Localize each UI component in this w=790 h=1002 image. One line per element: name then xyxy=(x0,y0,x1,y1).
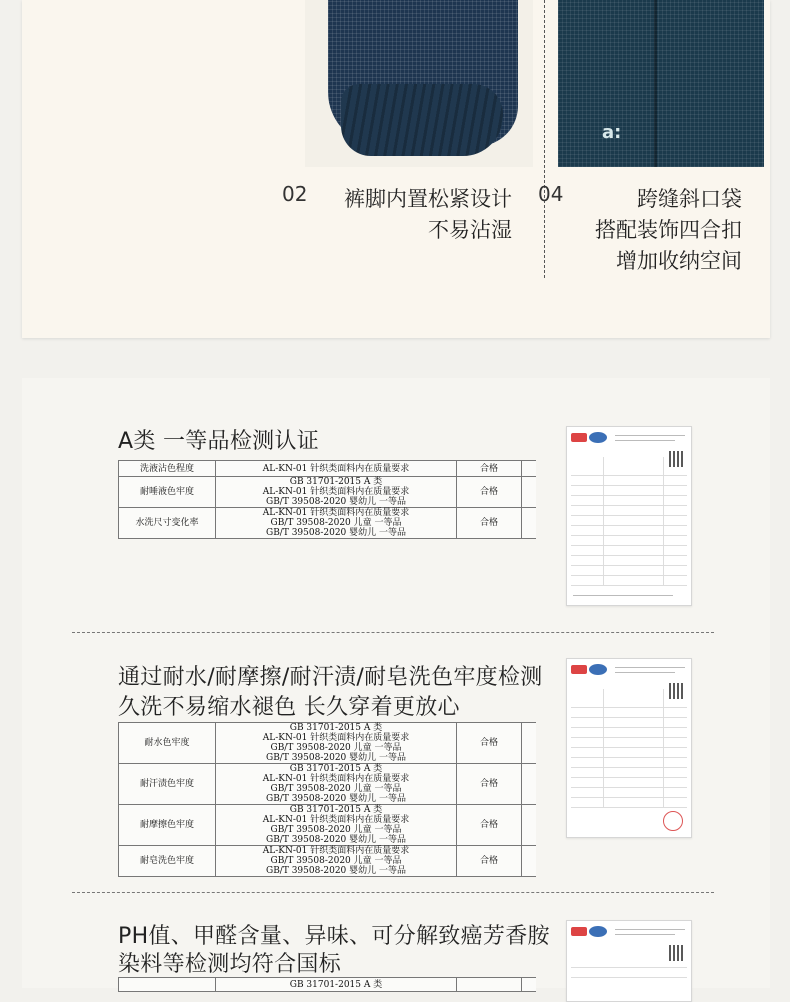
test-result: 合格 xyxy=(457,846,522,877)
test-item: 水洗尺寸变化率 xyxy=(119,508,216,539)
table-gap xyxy=(522,846,537,877)
pocket-seam xyxy=(654,0,657,167)
cma-logo-icon xyxy=(571,665,587,674)
table-row xyxy=(119,805,537,846)
qr-code-icon xyxy=(669,683,685,699)
testing-section xyxy=(22,378,770,988)
report-header xyxy=(571,431,687,447)
pocket-photo xyxy=(558,0,764,167)
section-headline: 久洗不易缩水褪色 长久穿着更放心 xyxy=(118,695,460,720)
report-header xyxy=(571,663,687,679)
table-gap xyxy=(522,805,537,846)
feature-number: 04 xyxy=(538,182,564,206)
section-headline: 通过耐水/耐摩擦/耐汗渍/耐皂洗色牢度检测 xyxy=(118,665,543,690)
section-headline: A类 一等品检测认证 xyxy=(118,429,320,454)
feature-card xyxy=(22,0,770,338)
table-row xyxy=(119,461,537,477)
test-item: 耐水色牢度 xyxy=(119,723,216,764)
report-header xyxy=(571,925,687,941)
test-result: 合格 xyxy=(457,723,522,764)
cma-logo-icon xyxy=(571,927,587,936)
feature-number: 02 xyxy=(282,182,308,206)
table-row xyxy=(119,477,537,508)
feature-text: 裤脚内置松紧设计 xyxy=(344,187,512,211)
table-gap xyxy=(522,461,537,477)
table-row xyxy=(119,508,537,539)
test-result: 合格 xyxy=(457,764,522,805)
test-report-image xyxy=(566,426,692,606)
test-item: 耐摩擦色牢度 xyxy=(119,805,216,846)
test-report-image xyxy=(566,920,692,1002)
dashed-separator xyxy=(72,892,714,893)
table-row xyxy=(119,723,537,764)
section-headline: PH值、甲醛含量、异味、可分解致癌芳香胺 xyxy=(118,924,550,949)
test-report-image xyxy=(566,658,692,838)
table-gap xyxy=(522,764,537,805)
feature-text: 搭配装饰四合扣 xyxy=(595,218,742,242)
test-standard: AL-KN-01 针织类面料内在质量要求 GB/T 39508-2020 儿童 一等品 GB/T 39508-2020 婴幼儿 一等品 xyxy=(216,508,457,539)
ilac-logo-icon xyxy=(589,432,607,443)
cma-logo-icon xyxy=(571,433,587,442)
elastic-cuff xyxy=(341,84,503,156)
section-headline: 染料等检测均符合国标 xyxy=(118,952,342,977)
test-item: 耐皂洗色牢度 xyxy=(119,846,216,877)
test-result xyxy=(457,978,522,992)
ilac-logo-icon xyxy=(589,664,607,675)
test-standard: AL-KN-01 针织类面料内在质量要求 GB/T 39508-2020 儿童 一等品 GB/T 39508-2020 婴幼儿 一等品 xyxy=(216,846,457,877)
test-standard: AL-KN-01 针织类面料内在质量要求 xyxy=(216,461,457,477)
seal-stamp-icon xyxy=(663,811,683,831)
dashed-separator xyxy=(72,632,714,633)
table-row xyxy=(119,978,537,992)
test-standard: GB 31701-2015 A 类 AL-KN-01 针织类面料内在质量要求 GB/T 39508-2020 儿童 一等品 GB/T 39508-2020 婴幼儿 一等品 xyxy=(216,805,457,846)
pants-cuff-photo xyxy=(305,0,533,167)
test-item: 耐唾液色牢度 xyxy=(119,477,216,508)
test-table xyxy=(118,460,536,539)
ilac-logo-icon xyxy=(589,926,607,937)
table-gap xyxy=(522,477,537,508)
table-row xyxy=(119,764,537,805)
test-standard: GB 31701-2015 A 类 AL-KN-01 针织类面料内在质量要求 GB/T 39508-2020 儿童 一等品 GB/T 39508-2020 婴幼儿 一等品 xyxy=(216,764,457,805)
table-row xyxy=(119,846,537,877)
brand-logo-mark: a: xyxy=(602,122,622,143)
vertical-dashed-divider xyxy=(544,0,545,278)
test-standard: GB 31701-2015 A 类 xyxy=(216,978,457,992)
feature-text: 不易沾湿 xyxy=(428,218,512,242)
test-result: 合格 xyxy=(457,461,522,477)
table-gap xyxy=(522,978,537,992)
test-result: 合格 xyxy=(457,805,522,846)
test-result: 合格 xyxy=(457,477,522,508)
feature-text: 增加收纳空间 xyxy=(616,249,742,273)
test-item: 耐汗渍色牢度 xyxy=(119,764,216,805)
test-item: 洗液沾色程度 xyxy=(119,461,216,477)
test-standard: GB 31701-2015 A 类 AL-KN-01 针织类面料内在质量要求 GB/T 39508-2020 儿童 一等品 GB/T 39508-2020 婴幼儿 一等品 xyxy=(216,723,457,764)
qr-code-icon xyxy=(669,451,685,467)
test-table xyxy=(118,977,536,992)
test-result: 合格 xyxy=(457,508,522,539)
feature-text: 跨缝斜口袋 xyxy=(637,187,742,211)
qr-code-icon xyxy=(669,945,685,961)
test-item xyxy=(119,978,216,992)
table-gap xyxy=(522,723,537,764)
table-gap xyxy=(522,508,537,539)
test-standard: GB 31701-2015 A 类 AL-KN-01 针织类面料内在质量要求 GB/T 39508-2020 婴幼儿 一等品 xyxy=(216,477,457,508)
test-table xyxy=(118,722,536,877)
